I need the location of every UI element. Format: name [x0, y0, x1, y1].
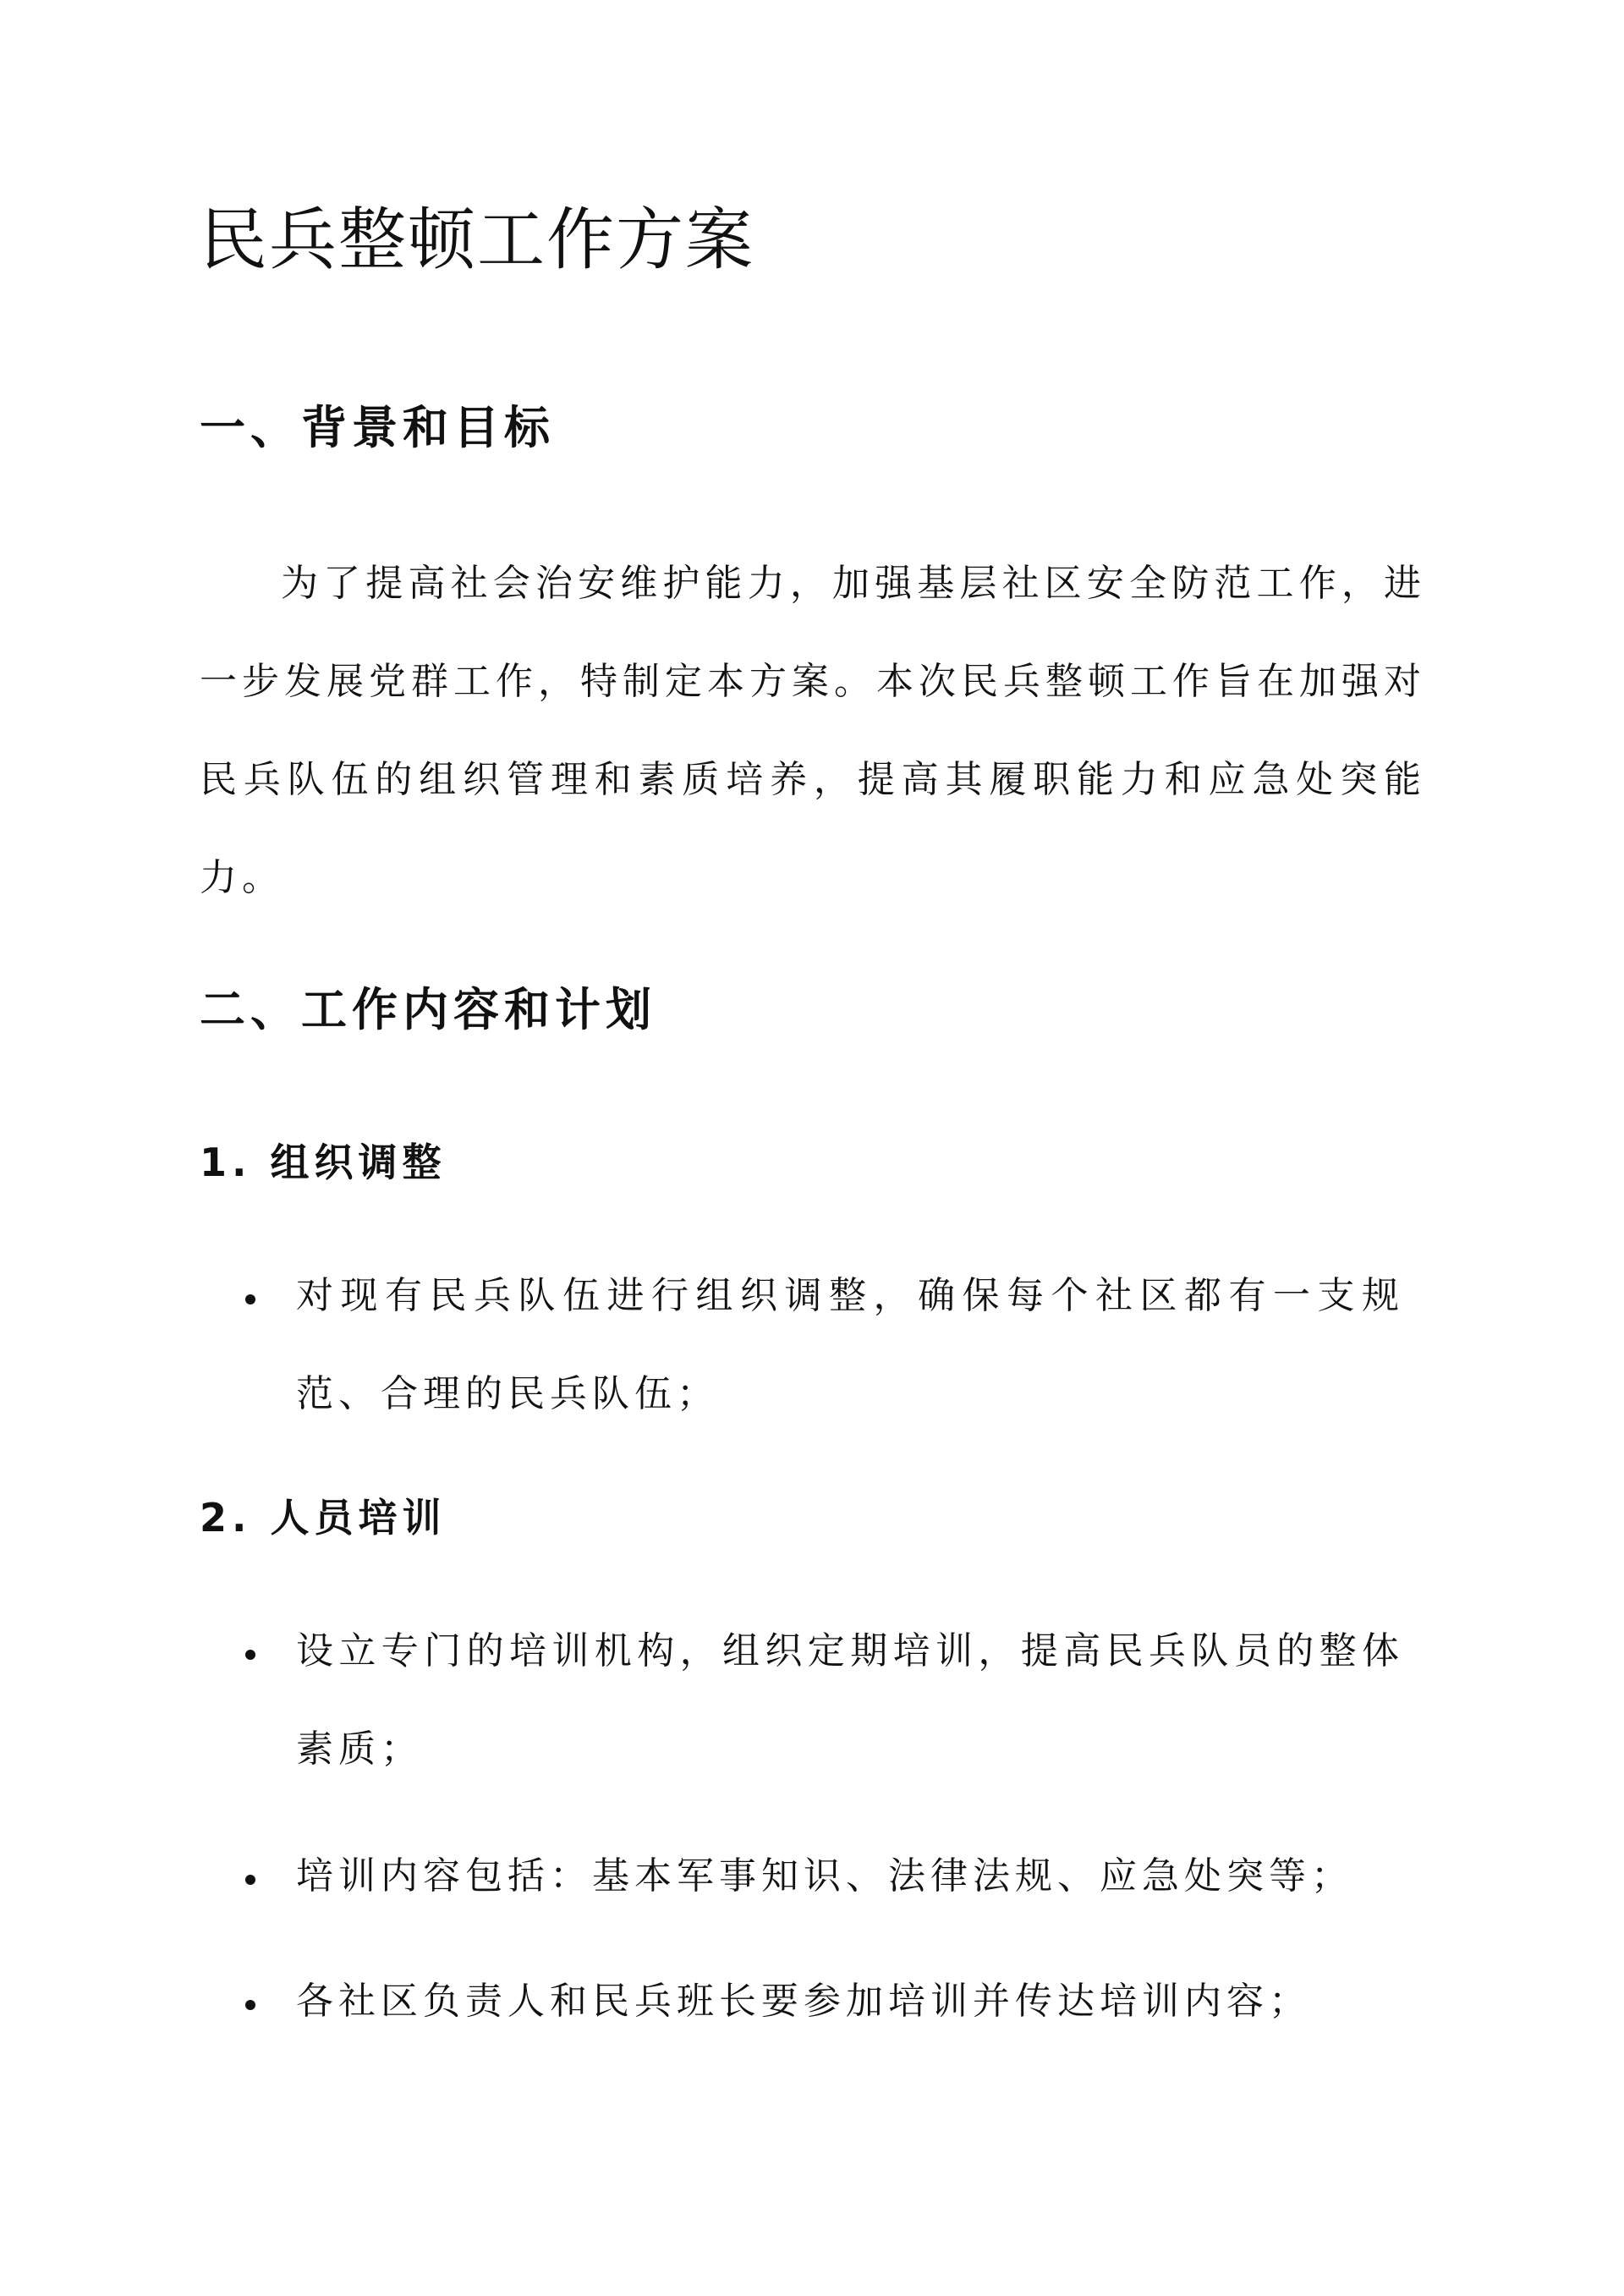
bullet-item-organization: 对现有民兵队伍进行组织调整，确保每个社区都有一支规范、合理的民兵队伍； [296, 1274, 1404, 1415]
background-paragraph: 为了提高社会治安维护能力，加强基层社区安全防范工作，进一步发展党群工作，特制定本方案。本次民兵整顿工作旨在加强对民兵队伍的组织管理和素质培养，提高其履职能力和应急处突能力。 [200, 562, 1426, 899]
bullet-marker [245, 1294, 255, 1305]
section-heading-work-content: 二、工作内容和计划 [200, 983, 656, 1036]
bullet-item-training-content: 培训内容包括：基本军事知识、法律法规、应急处突等； [296, 1854, 1353, 1898]
subheading-organization-adjustment: 1. 组织调整 [200, 1140, 447, 1185]
bullet-item-training-attendance: 各社区负责人和民兵班长要参加培训并传达培训内容； [296, 1980, 1311, 2023]
subheading-personnel-training: 2. 人员培训 [200, 1495, 447, 1541]
section-heading-background: 一、背景和目标 [200, 401, 555, 454]
bullet-marker [245, 1875, 255, 1885]
bullet-marker [245, 2000, 255, 2010]
document-title: 民兵整顿工作方案 [200, 200, 754, 279]
bullet-marker [245, 1650, 255, 1660]
bullet-item-training-agency: 设立专门的培训机构，组织定期培训，提高民兵队员的整体素质； [296, 1629, 1404, 1771]
